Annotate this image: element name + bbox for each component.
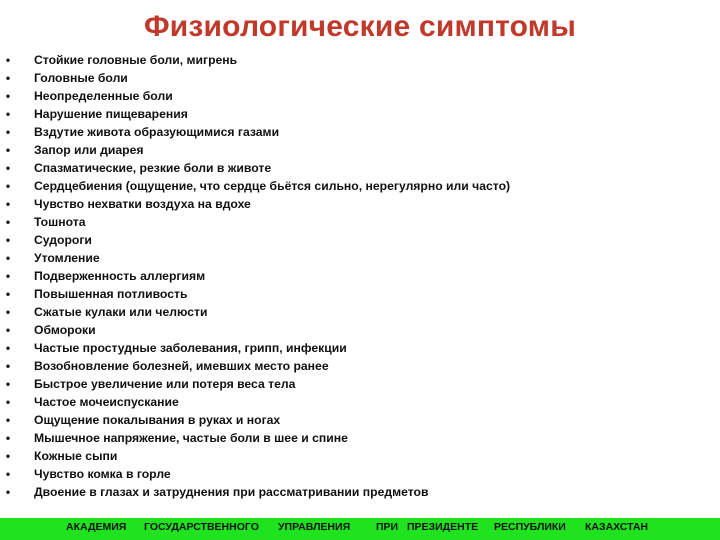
list-item-text: Двоение в глазах и затруднения при рассматривании предметов — [34, 485, 429, 499]
bullet-icon: • — [5, 323, 11, 337]
footer-word-kazakhstan: КАЗАХСТАН — [585, 521, 648, 533]
list-item-text: Неопределенные боли — [34, 89, 173, 103]
list-item-text: Головные боли — [34, 71, 128, 85]
footer-word-administration: УПРАВЛЕНИЯ — [278, 521, 351, 533]
slide-title: Физиологические симптомы — [143, 10, 577, 43]
bullet-icon: • — [5, 143, 11, 157]
list-item-text: Спазматические, резкие боли в животе — [34, 161, 272, 175]
list-item-text: Частое мочеиспускание — [34, 395, 179, 409]
list-item-text: Быстрое увеличение или потеря веса тела — [34, 377, 296, 391]
list-item-text: Ощущение покалывания в руках и ногах — [34, 413, 281, 427]
bullet-icon: • — [5, 125, 11, 139]
list-item-text: Обмороки — [34, 323, 96, 337]
list-item-text: Нарушение пищеварения — [34, 107, 188, 121]
bullet-icon: • — [5, 161, 11, 175]
bullet-icon: • — [5, 89, 11, 103]
list-item-text: Повышенная потливость — [34, 287, 188, 301]
bullet-icon: • — [5, 467, 11, 481]
list-item-text: Сжатые кулаки или челюсти — [34, 305, 208, 319]
list-item-text: Сердцебиения (ощущение, что сердце бьётся сильно, нерегулярно или часто) — [34, 179, 511, 193]
bullet-icon: • — [5, 413, 11, 427]
bullet-icon: • — [5, 485, 11, 499]
footer-word-under: ПРИ — [376, 521, 399, 533]
bullet-icon: • — [5, 395, 11, 409]
list-item-text: Тошнота — [34, 215, 86, 229]
bullet-icon: • — [5, 341, 11, 355]
footer-word-president: ПРЕЗИДЕНТЕ — [407, 521, 479, 533]
bullet-icon: • — [5, 179, 11, 193]
footer-word-state: ГОСУДАРСТВЕННОГО — [144, 521, 259, 533]
bullet-icon: • — [5, 107, 11, 121]
list-item-text: Кожные сыпи — [34, 449, 118, 463]
bullet-icon: • — [5, 449, 11, 463]
list-item-text: Чувство нехватки воздуха на вдохе — [34, 197, 251, 211]
footer-word-academy: АКАДЕМИЯ — [66, 521, 127, 533]
list-item-text: Запор или диарея — [34, 143, 144, 157]
bullet-icon: • — [5, 197, 11, 211]
list-item-text: Частые простудные заболевания, грипп, инфекции — [34, 341, 347, 355]
bullet-icon: • — [5, 251, 11, 265]
footer-bar — [0, 518, 720, 540]
footer-word-republic: РЕСПУБЛИКИ — [494, 521, 566, 533]
bullet-icon: • — [5, 359, 11, 373]
list-item-text: Вздутие живота образующимися газами — [34, 125, 280, 139]
bullet-icon: • — [5, 269, 11, 283]
list-item-text: Утомление — [34, 251, 100, 265]
list-item-text: Чувство комка в горле — [34, 467, 171, 481]
bullet-icon: • — [5, 431, 11, 445]
bullet-icon: • — [5, 233, 11, 247]
bullet-icon: • — [5, 215, 11, 229]
list-item-text: Стойкие головные боли, мигрень — [34, 53, 238, 67]
bullet-icon: • — [5, 305, 11, 319]
list-item-text: Возобновление болезней, имевших место ранее — [34, 359, 329, 373]
bullet-icon: • — [5, 287, 11, 301]
list-item-text: Подверженность аллергиям — [34, 269, 206, 283]
list-item-text: Мышечное напряжение, частые боли в шее и спине — [34, 431, 348, 445]
bullet-icon: • — [5, 53, 11, 67]
list-item-text: Судороги — [34, 233, 92, 247]
bullet-icon: • — [5, 71, 11, 85]
bullet-icon: • — [5, 377, 11, 391]
